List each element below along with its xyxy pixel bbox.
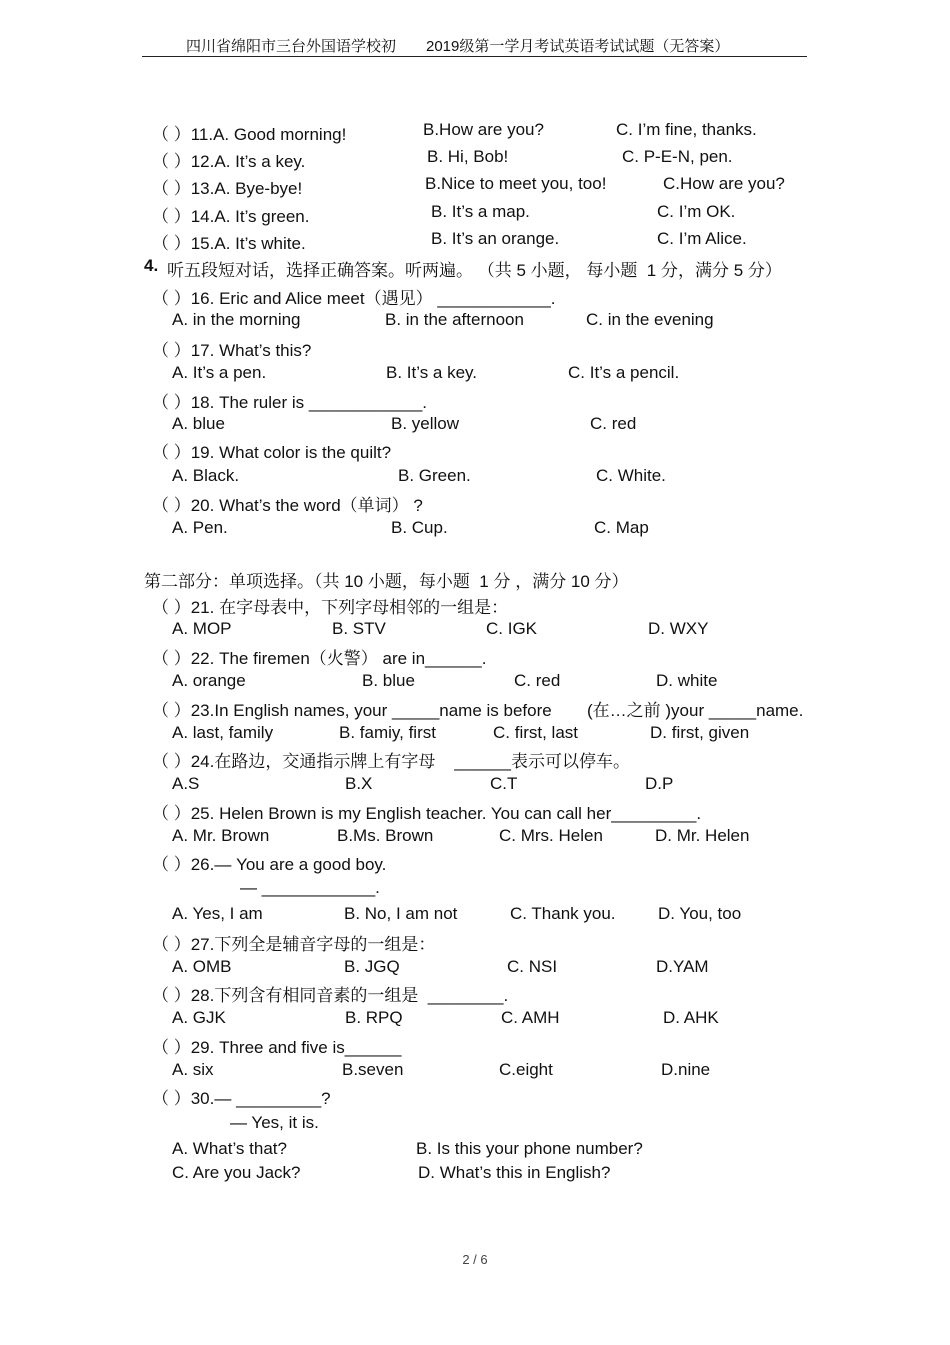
- text-line: [0, 518, 950, 542]
- text-line: [0, 957, 950, 981]
- line-lead-text: A. It’s a pen.: [172, 363, 267, 382]
- text-line: [0, 619, 950, 643]
- line-lead-text: 4.: [144, 256, 159, 275]
- text-line: [0, 1008, 950, 1032]
- line-lead-text: A.S: [172, 774, 200, 793]
- option-text: B. STV: [332, 619, 386, 638]
- text-line: [0, 904, 950, 928]
- option-text: C. first, last: [493, 723, 579, 742]
- text-line: [0, 850, 950, 874]
- line-lead-text: A. in the morning: [172, 310, 301, 329]
- text-line: [0, 930, 950, 954]
- text-line: [0, 284, 950, 308]
- text-line: [0, 1033, 950, 1057]
- option-text: C. red: [590, 414, 637, 433]
- line-lead-text: A. orange: [172, 671, 246, 690]
- option-text: C. P-E-N, pen.: [622, 147, 733, 166]
- line-lead-text: （ ）22. The firemen（火警） are in______.: [152, 649, 487, 668]
- line-lead-text: （ ）25. Helen Brown is my English teacher. You can call her_________.: [152, 804, 702, 823]
- text-line: [0, 878, 950, 902]
- option-text: C.T: [490, 774, 518, 793]
- text-line: [0, 723, 950, 747]
- option-text: C. NSI: [507, 957, 558, 976]
- line-lead-text: 第二部分：单项选择。（共 10 小题，每小题 1 分 ，满分 10 分）: [144, 572, 629, 591]
- option-text: B. blue: [362, 671, 415, 690]
- option-text: B.X: [345, 774, 373, 793]
- option-text: C. Thank you.: [510, 904, 616, 923]
- text-line: [0, 363, 950, 387]
- text-line: [0, 1139, 950, 1163]
- text-line: [0, 336, 950, 360]
- text-line: [0, 774, 950, 798]
- line-lead-text: （ ）20. What’s the word（单词） ?: [152, 496, 423, 515]
- text-line: [0, 696, 950, 720]
- text-line: [0, 120, 950, 144]
- text-line: [0, 799, 950, 823]
- text-line: [0, 466, 950, 490]
- line-lead-text: （ ）15.A. It’s white.: [152, 234, 306, 253]
- line-lead-text: （ ）16. Eric and Alice meet（遇见） ____________.: [152, 289, 556, 308]
- option-text: C. White.: [596, 466, 666, 485]
- option-text: (在…之前 )your _____name.: [587, 701, 804, 720]
- line-lead-text: A. Mr. Brown: [172, 826, 270, 845]
- line-lead-text: A. Yes, I am: [172, 904, 263, 923]
- line-lead-text: A. Black.: [172, 466, 240, 485]
- option-text: D. AHK: [663, 1008, 719, 1027]
- option-text: C. Map: [594, 518, 649, 537]
- option-text: B. It’s a key.: [386, 363, 478, 382]
- option-text: B.Nice to meet you, too!: [425, 174, 607, 193]
- option-text: C. I’m OK.: [657, 202, 736, 221]
- text-line: [0, 414, 950, 438]
- line-lead-text: （ ）14.A. It’s green.: [152, 207, 310, 226]
- option-text: B.Ms. Brown: [337, 826, 434, 845]
- text-line: [0, 747, 950, 771]
- line-lead-text: A. MOP: [172, 619, 232, 638]
- option-text: B. yellow: [391, 414, 460, 433]
- page-header: [142, 34, 807, 57]
- text-line: [0, 174, 950, 198]
- option-text: D.nine: [661, 1060, 711, 1079]
- option-text: C. I’m fine, thanks.: [616, 120, 757, 139]
- option-text: B. in the afternoon: [385, 310, 524, 329]
- text-line: [0, 1084, 950, 1108]
- option-text: C. Mrs. Helen: [499, 826, 603, 845]
- text-line: [0, 593, 950, 617]
- option-text: B. Hi, Bob!: [427, 147, 509, 166]
- option-text: C. It’s a pencil.: [568, 363, 680, 382]
- option-text: C. in the evening: [586, 310, 714, 329]
- text-line: [0, 310, 950, 334]
- line-lead-text: （ ）18. The ruler is ____________.: [152, 393, 428, 412]
- line-lead-text: （ ）12.A. It’s a key.: [152, 152, 306, 171]
- option-text: D. What’s this in English?: [418, 1163, 611, 1182]
- text-line: [0, 229, 950, 253]
- option-text: B. RPQ: [345, 1008, 403, 1027]
- line-lead-text: A. six: [172, 1060, 214, 1079]
- option-text: B. It’s a map.: [431, 202, 530, 221]
- line-lead-text: A. Pen.: [172, 518, 228, 537]
- line-lead-text: — Yes, it is.: [230, 1113, 319, 1132]
- text-line: [0, 644, 950, 668]
- line-lead-text: C. Are you Jack?: [172, 1163, 301, 1182]
- page-number: 2 / 6: [462, 1252, 488, 1267]
- line-lead-text: （ ）26.— You are a good boy.: [152, 855, 387, 874]
- text-line: [0, 491, 950, 515]
- option-text: B. Cup.: [391, 518, 448, 537]
- line-lead-text: （ ）27.下列全是辅音字母的一组是：: [152, 935, 436, 954]
- text-line: [0, 1060, 950, 1084]
- text-line: [0, 1113, 950, 1137]
- line-lead-text: — ____________.: [240, 878, 380, 897]
- option-text: C. red: [514, 671, 561, 690]
- option-text: B. It’s an orange.: [431, 229, 560, 248]
- option-text: D. Mr. Helen: [655, 826, 750, 845]
- text-line: [0, 256, 950, 280]
- text-line: [0, 826, 950, 850]
- option-text: C.eight: [499, 1060, 553, 1079]
- option-text: B. Is this your phone number?: [416, 1139, 643, 1158]
- line-lead-text: （ ）29. Three and five is______: [152, 1038, 402, 1057]
- option-text: C. IGK: [486, 619, 538, 638]
- text-line: [0, 147, 950, 171]
- option-text: B. Green.: [398, 466, 471, 485]
- line-lead-text: （ ）21. 在字母表中，下列字母相邻的一组是：: [152, 598, 509, 617]
- text-line: [0, 671, 950, 695]
- option-text: D. WXY: [648, 619, 709, 638]
- line-lead-text: A. OMB: [172, 957, 232, 976]
- option-text: D.YAM: [656, 957, 709, 976]
- option-text: D. white: [656, 671, 718, 690]
- line-lead-text: （ ）30.— _________?: [152, 1089, 331, 1108]
- text-line: [0, 202, 950, 226]
- text-line: [0, 438, 950, 462]
- line-lead-text: （ ）24.在路边，交通指示牌上有字母 ______表示可以停车。: [152, 752, 630, 771]
- line-lead-text: A. blue: [172, 414, 225, 433]
- text-line: [0, 981, 950, 1005]
- header-school: 四川省绵阳市三台外国语学校初: [186, 38, 397, 55]
- text-line: [0, 1163, 950, 1187]
- line-lead-text: （ ）19. What color is the quilt?: [152, 443, 392, 462]
- line-lead-text: A. last, family: [172, 723, 274, 742]
- option-text: B. JGQ: [344, 957, 400, 976]
- line-lead-text: （ ）23.In English names, your _____name is before: [152, 701, 552, 720]
- text-line: [0, 388, 950, 412]
- option-text: D. You, too: [658, 904, 742, 923]
- line-lead-text: （ ）11.A. Good morning!: [152, 125, 347, 144]
- line-lead-text: （ ）17. What’s this?: [152, 341, 312, 360]
- option-text: D.P: [645, 774, 674, 793]
- header-exam-title: 2019级第一学月考试英语考试试题（无答案）: [426, 38, 730, 55]
- option-text: C. I’m Alice.: [657, 229, 747, 248]
- option-text: C.How are you?: [663, 174, 785, 193]
- option-text: 听五段短对话，选择正确答案。听两遍。 （共 5 小题， 每小题 1 分，满分 5 分）: [167, 261, 782, 280]
- option-text: B.seven: [342, 1060, 404, 1079]
- option-text: D. first, given: [650, 723, 750, 742]
- option-text: C. AMH: [501, 1008, 560, 1027]
- line-lead-text: （ ）13.A. Bye-bye!: [152, 179, 303, 198]
- text-line: [0, 567, 950, 591]
- option-text: B. No, I am not: [344, 904, 458, 923]
- line-lead-text: （ ）28.下列含有相同音素的一组是 ________.: [152, 986, 509, 1005]
- line-lead-text: A. What’s that?: [172, 1139, 287, 1158]
- option-text: B.How are you?: [423, 120, 544, 139]
- line-lead-text: A. GJK: [172, 1008, 226, 1027]
- option-text: B. famiy, first: [339, 723, 436, 742]
